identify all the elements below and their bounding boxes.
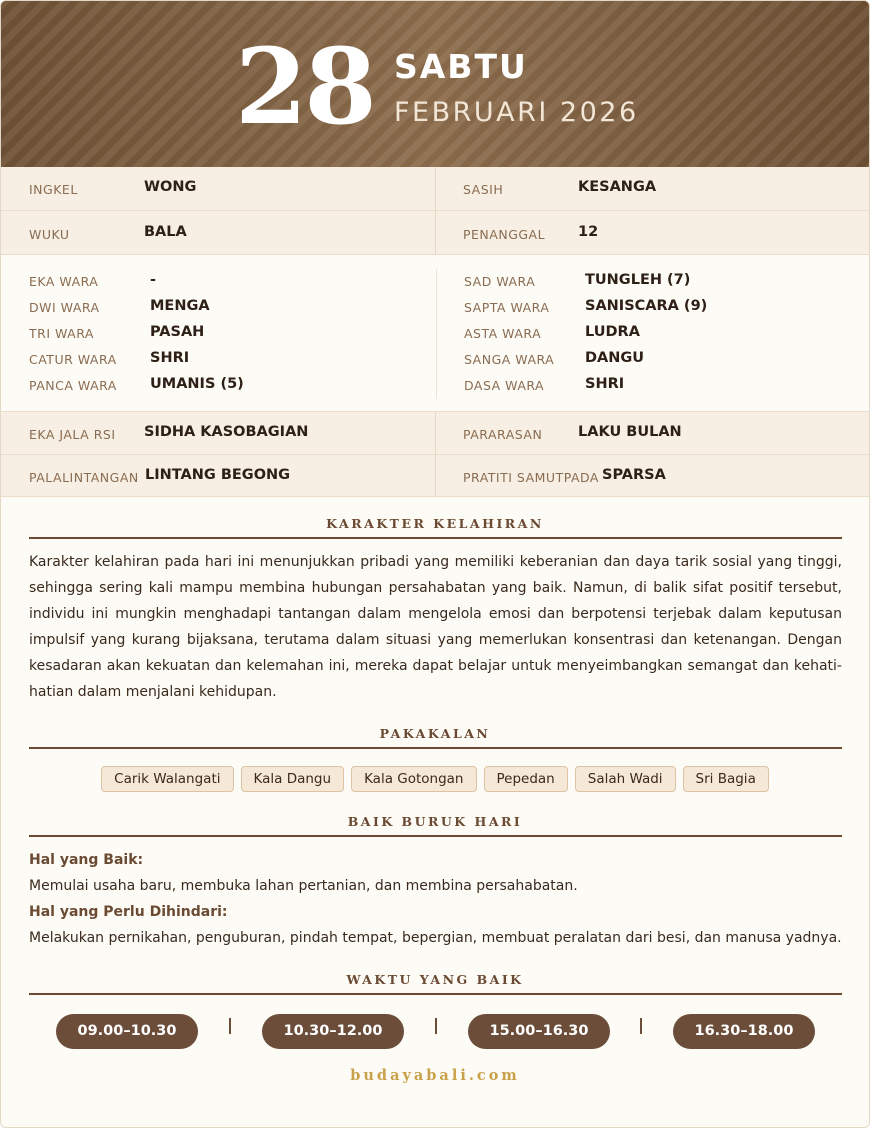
time-separator [435, 1018, 437, 1034]
avoid-text: Melakukan pernikahan, penguburan, pindah tempat, bepergian, membuat peralatan dari besi, dan manusa yadnya. [29, 930, 842, 946]
row-palalintangan-pratiti [1, 454, 869, 497]
pakakalan-tag: Kala Dangu [241, 766, 345, 792]
time-slot: 16.30–18.00 [673, 1014, 815, 1049]
time-slot: 15.00–16.30 [468, 1014, 610, 1049]
pakakalan-tag: Kala Gotongan [351, 766, 476, 792]
wuku-label: WUKU [29, 227, 70, 242]
day-name: SABTU [394, 47, 528, 86]
section-title-baik-buruk: BAIK BURUK HARI [347, 814, 523, 829]
row-ingkel-sasih [1, 167, 869, 210]
section-title-pakakalan: PAKAKALAN [379, 726, 491, 741]
wara-value: UMANIS (5) [150, 376, 244, 392]
sasih-value: KESANGA [578, 179, 657, 195]
pakakalan-tag: Salah Wadi [575, 766, 676, 792]
good-label: Hal yang Baik: [29, 852, 144, 868]
wara-label: ASTA WARA [464, 326, 542, 341]
pakakalan-tag: Pepedan [484, 766, 568, 792]
sasih-label: SASIH [463, 182, 504, 197]
wara-value: SHRI [585, 376, 625, 392]
pakakalan-list [1, 766, 869, 792]
section-title-waktu: WAKTU YANG BAIK [346, 972, 524, 987]
wara-value: - [150, 272, 157, 288]
wara-block [1, 254, 869, 411]
wara-label: SAPTA WARA [464, 300, 550, 315]
avoid-label: Hal yang Perlu Dihindari: [29, 904, 228, 920]
date-header [1, 1, 869, 167]
pararasan-value: LAKU BULAN [578, 424, 682, 440]
wara-label: DASA WARA [464, 378, 545, 393]
wara-divider [436, 269, 437, 399]
section-rule [29, 835, 842, 837]
good-text: Memulai usaha baru, membuka lahan pertanian, dan membina persahabatan. [29, 878, 578, 894]
footer-brand: budayabali.com [350, 1067, 520, 1084]
wara-label: CATUR WARA [29, 352, 117, 367]
time-slot: 10.30–12.00 [262, 1014, 404, 1049]
pratiti-value: SPARSA [602, 467, 666, 483]
row-ekajala-pararasan [1, 411, 869, 454]
section-title-karakter: KARAKTER KELAHIRAN [326, 516, 544, 531]
eka-jala-rsi-value: SIDHA KASOBAGIAN [144, 424, 309, 440]
eka-jala-rsi-label: EKA JALA RSI [29, 427, 116, 442]
ingkel-label: INGKEL [29, 182, 78, 197]
month-year: FEBRUARI 2026 [394, 97, 639, 128]
wara-value: SHRI [150, 350, 190, 366]
row-wuku-penanggal [1, 210, 869, 254]
section-rule [29, 993, 842, 995]
day-number: 28 [235, 25, 374, 148]
time-slots [1, 1014, 869, 1049]
wara-value: LUDRA [585, 324, 640, 340]
palalintangan-label: PALALINTANGAN [29, 470, 139, 485]
wara-value: PASAH [150, 324, 205, 340]
wara-value: DANGU [585, 350, 645, 366]
time-separator [640, 1018, 642, 1034]
wara-label: SAD WARA [464, 274, 536, 289]
wara-label: EKA WARA [29, 274, 99, 289]
wara-value: TUNGLEH (7) [585, 272, 691, 288]
ingkel-value: WONG [144, 179, 197, 195]
wara-label: TRI WARA [29, 326, 94, 341]
wara-value: SANISCARA (9) [585, 298, 708, 314]
pakakalan-tag: Sri Bagia [683, 766, 769, 792]
wara-label: DWI WARA [29, 300, 100, 315]
wara-label: PANCA WARA [29, 378, 117, 393]
section-rule [29, 537, 842, 539]
pakakalan-tag: Carik Walangati [101, 766, 233, 792]
karakter-text: Karakter kelahiran pada hari ini menunjukkan pribadi yang memiliki keberanian dan daya tarik sosial yang tinggi, sehingga sering kali mampu membina hubungan persahabatan yang baik. Namun, di balik sifat positif tersebut, individu ini mungkin menghadapi tantangan dalam mengelola emosi dan berpotensi terjebak dalam keputusan impulsif yang kurang bijaksana, terutama dalam situasi yang memerlukan konsentrasi dan ketenangan. Dengan kesadaran akan kekuatan dan kelemahan ini, mereka dapat belajar untuk menyeimbangkan semangat dan kehati-hatian dalam menjalani kehidupan. [29, 554, 842, 700]
time-separator [229, 1018, 231, 1034]
time-slot: 09.00–10.30 [56, 1014, 198, 1049]
pratiti-label: PRATITI SAMUTPADA [463, 470, 599, 485]
pararasan-label: PARARASAN [463, 427, 543, 442]
wara-value: MENGA [150, 298, 210, 314]
wuku-value: BALA [144, 224, 187, 240]
wara-label: SANGA WARA [464, 352, 555, 367]
penanggal-label: PENANGGAL [463, 227, 546, 242]
palalintangan-value: LINTANG BEGONG [145, 467, 291, 483]
penanggal-value: 12 [578, 224, 599, 240]
section-rule [29, 747, 842, 749]
